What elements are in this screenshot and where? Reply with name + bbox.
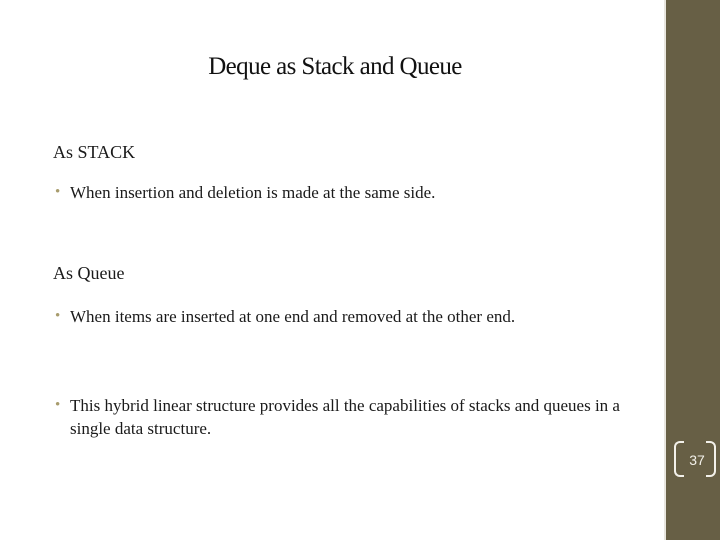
- bullet-item: [53, 394, 643, 440]
- page-number: 37: [689, 452, 705, 468]
- bullet-dot-icon: •: [55, 397, 61, 413]
- bullet-text: This hybrid linear structure provides all the capabilities of stacks and queues in a single data structure.: [70, 396, 620, 438]
- bullet-item: [53, 305, 643, 328]
- bullet-text: When insertion and deletion is made at the same side.: [70, 183, 436, 202]
- slide-title: Deque as Stack and Queue: [208, 53, 462, 80]
- section-heading-queue: As Queue: [53, 263, 125, 283]
- bullet-dot-icon: •: [55, 184, 61, 200]
- bullet-item: [53, 181, 643, 204]
- section-heading-stack: As STACK: [53, 142, 136, 162]
- bullet-dot-icon: •: [55, 308, 61, 324]
- bullet-text: When items are inserted at one end and removed at the other end.: [70, 307, 516, 326]
